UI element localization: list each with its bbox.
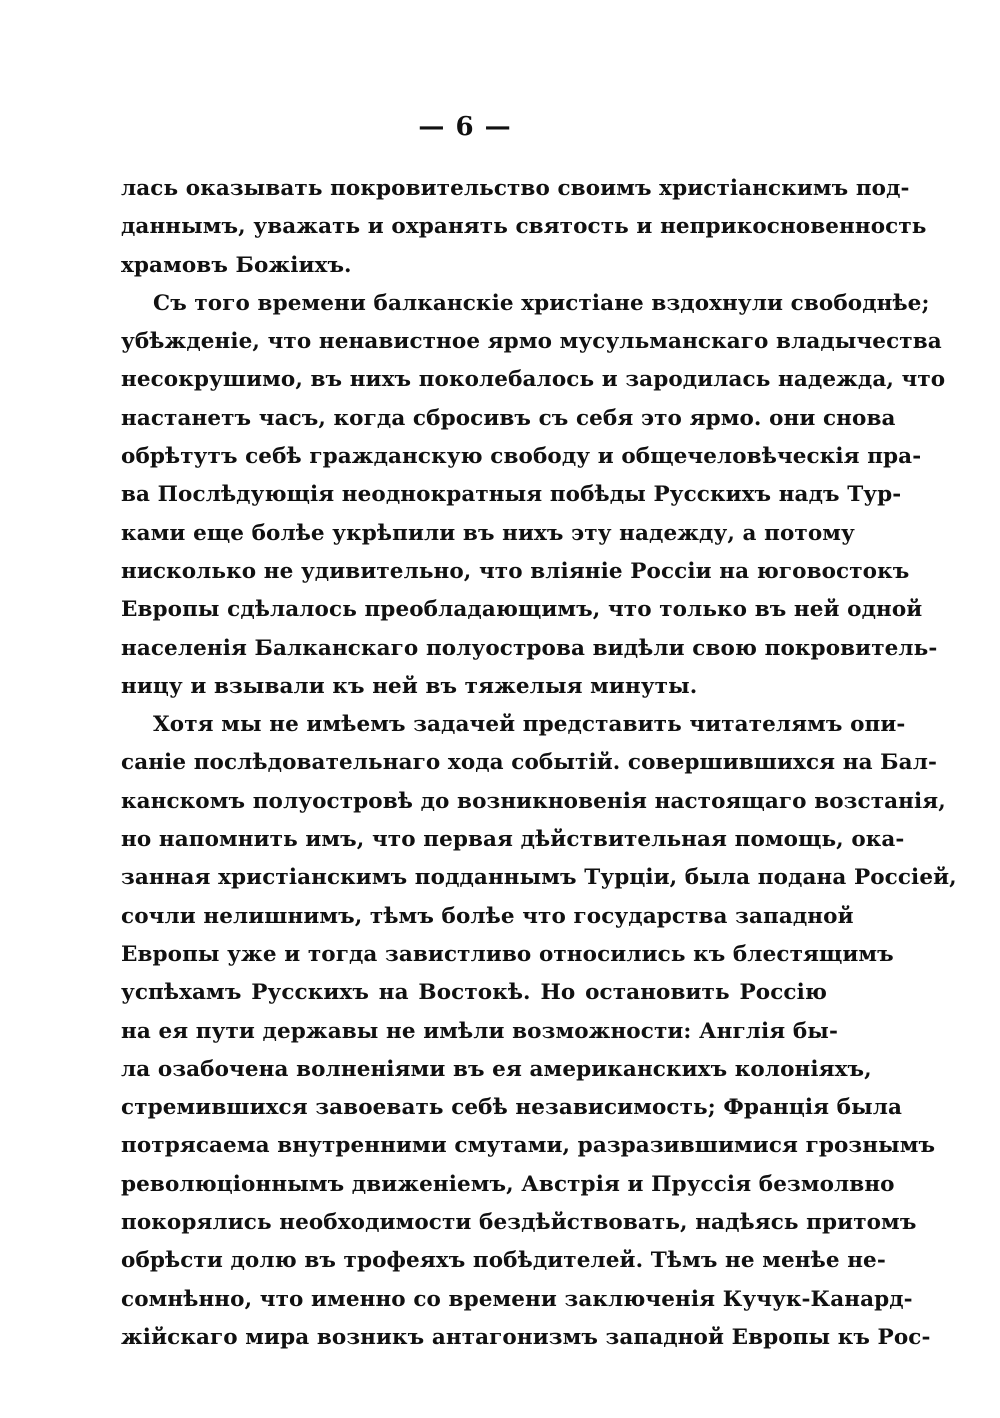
text-line: Хотя мы не имѣемъ задачей представить читателямъ опи- [153, 712, 906, 738]
text-line: канскомъ полуостровѣ до возникновенія настоящаго возстанія, [121, 788, 946, 814]
text-body [121, 170, 957, 1357]
text-line: на ея пути державы не имѣли возможности: Англія бы- [121, 1018, 838, 1044]
text-line: покорялись необходимости бездѣйствовать, надѣясь притомъ [121, 1210, 917, 1236]
text-line: ла озабочена волненіями въ ея американскихъ колоніяхъ, [121, 1056, 872, 1082]
text-line: Съ того времени балканскіе христіане вздохнули свободнѣе; [153, 290, 930, 316]
text-line: занная христіанскимъ подданнымъ Турціи, была подана Россіей, [121, 865, 957, 891]
text-line: нисколько не удивительно, что вліяніе Россіи на юговостокъ [121, 558, 910, 584]
text-line: ками еще болѣе укрѣпили въ нихъ эту надежду, а потому [121, 520, 855, 546]
text-line: населенія Балканскаго полуострова видѣли свою покровитель- [121, 635, 938, 661]
text-line: настанетъ часъ, когда сбросивъ съ себя это ярмо. они снова [121, 405, 896, 431]
text-line: потрясаема внутренними смутами, разразившимися грознымъ [121, 1133, 936, 1159]
text-line: но напомнить имъ, что первая дѣйствительная помощь, ока- [121, 827, 905, 853]
text-line: успѣхамъ Русскихъ на Востокѣ. Но остановить Россію [121, 980, 827, 1006]
text-line: саніе послѣдовательнаго хода событій. совершившихся на Бал- [121, 750, 937, 776]
text-line: Европы сдѣлалось преобладающимъ, что только въ ней одной [121, 597, 923, 623]
text-line: обрѣсти долю въ трофеяхъ побѣдителей. Тѣмъ не менѣе не- [121, 1248, 886, 1274]
text-line: сочли нелишнимъ, тѣмъ болѣе что государства западной [121, 903, 854, 929]
page-number: — 6 — [418, 112, 512, 142]
text-line: храмовъ Божіихъ. [121, 252, 352, 278]
text-line: жійскаго мира возникъ антагонизмъ западной Европы къ Рос- [121, 1324, 931, 1350]
text-line: несокрушимо, въ нихъ поколебалось и зародилась надежда, что [121, 367, 946, 393]
text-line: убѣжденіе, что ненавистное ярмо мусульманскаго владычества [121, 329, 942, 355]
text-line: сомнѣнно, что именно со времени заключенія Кучук-Канард- [121, 1286, 913, 1312]
text-line: обрѣтутъ себѣ гражданскую свободу и общечеловѣческія пра- [121, 444, 922, 470]
text-line: революціоннымъ движеніемъ, Австрія и Пруссія безмолвно [121, 1171, 895, 1197]
text-line: даннымъ, уважать и охранять святость и неприкосновенность [121, 214, 927, 240]
text-line: Европы уже и тогда завистливо относились къ блестящимъ [121, 941, 894, 967]
text-line: стремившихся завоевать себѣ независимость; Франція была [121, 1095, 903, 1121]
text-line: ницу и взывали къ ней въ тяжелыя минуты. [121, 673, 698, 699]
text-line: лась оказывать покровительство своимъ христіанскимъ под- [121, 176, 910, 201]
text-line: ва Послѣдующія неоднократныя побѣды Русскихъ надъ Тур- [121, 482, 902, 508]
